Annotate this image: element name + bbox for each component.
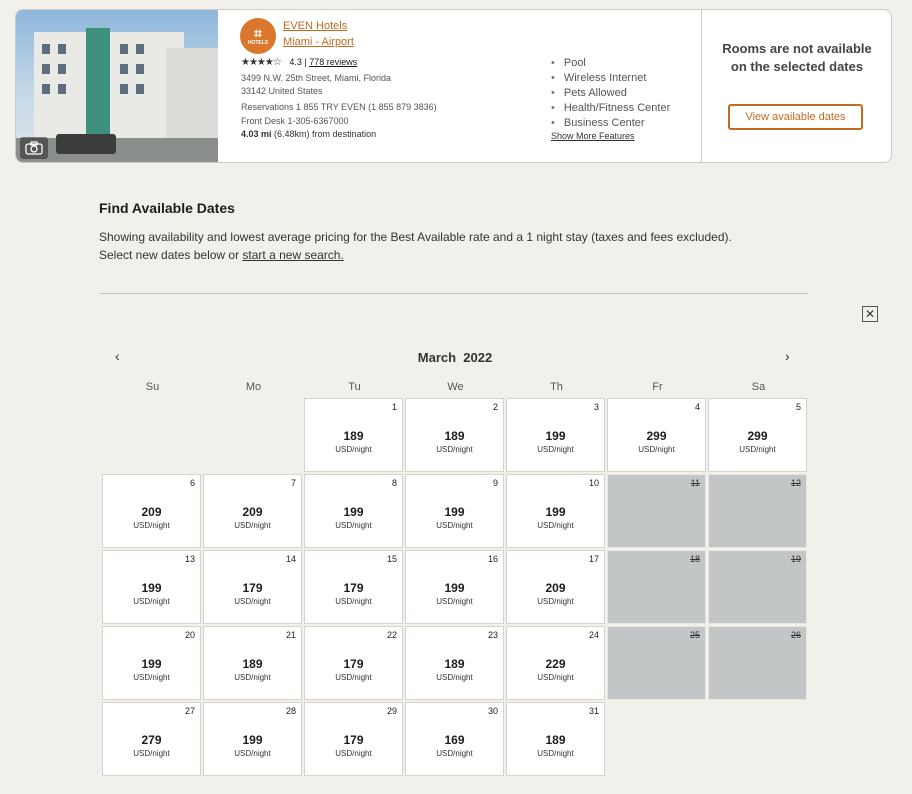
feature-item: • Pets Allowed xyxy=(551,86,670,101)
month-label xyxy=(380,350,530,365)
description-line-1: Showing availability and lowest average pricing for the Best Available rate and a 1 night stay (taxes and fees excluded). xyxy=(99,230,732,244)
find-dates-description xyxy=(99,228,732,264)
description-line-2: Select new dates below or xyxy=(99,248,243,262)
camera-icon[interactable] xyxy=(20,137,48,159)
day-number: 2 xyxy=(492,402,498,412)
day-number: 24 xyxy=(588,630,599,640)
price-unit: USD/night xyxy=(335,445,372,454)
calendar-day[interactable] xyxy=(203,702,302,776)
calendar-day[interactable] xyxy=(506,474,605,548)
price-unit: USD/night xyxy=(335,597,372,606)
view-available-dates-button[interactable]: View available dates xyxy=(728,104,863,130)
day-price: 179 xyxy=(343,581,364,595)
feature-list xyxy=(551,56,670,131)
day-number: 14 xyxy=(285,554,296,564)
calendar-day[interactable] xyxy=(506,626,605,700)
day-number: 5 xyxy=(795,402,801,412)
day-price: 199 xyxy=(444,581,465,595)
price-unit: USD/night xyxy=(537,749,574,758)
start-new-search-link[interactable]: start a new search. xyxy=(242,248,344,262)
day-number: 13 xyxy=(184,554,195,564)
calendar-day[interactable] xyxy=(102,626,201,700)
price-unit: USD/night xyxy=(335,521,372,530)
price-unit: USD/night xyxy=(436,445,473,454)
calendar-day xyxy=(708,626,807,700)
day-number: 20 xyxy=(184,630,195,640)
calendar-day[interactable] xyxy=(506,550,605,624)
day-price: 279 xyxy=(141,733,162,747)
day-price: 199 xyxy=(141,657,162,671)
day-price: 199 xyxy=(444,505,465,519)
calendar-day[interactable] xyxy=(405,702,504,776)
day-number: 18 xyxy=(689,554,700,564)
calendar-day xyxy=(607,474,706,548)
day-price: 179 xyxy=(242,581,263,595)
card-divider xyxy=(701,10,702,162)
calendar-day xyxy=(607,626,706,700)
day-price: 199 xyxy=(545,505,566,519)
day-number: 4 xyxy=(694,402,700,412)
price-unit: USD/night xyxy=(436,597,473,606)
day-price: 199 xyxy=(242,733,263,747)
price-unit: USD/night xyxy=(133,749,170,758)
calendar-day[interactable] xyxy=(405,474,504,548)
price-unit: USD/night xyxy=(234,673,271,682)
calendar-day[interactable] xyxy=(405,626,504,700)
day-price: 299 xyxy=(747,429,768,443)
price-unit: USD/night xyxy=(436,673,473,682)
calendar-day[interactable] xyxy=(506,398,605,472)
front-desk-phone: Front Desk 1-305-6367000 xyxy=(241,116,349,126)
calendar-day[interactable] xyxy=(203,474,302,548)
calendar-day[interactable] xyxy=(203,626,302,700)
hotel-address xyxy=(241,72,391,98)
reviews-link[interactable]: 778 reviews xyxy=(309,57,358,67)
day-price: 209 xyxy=(545,581,566,595)
calendar-day xyxy=(607,550,706,624)
day-number: 7 xyxy=(290,478,296,488)
calendar-day[interactable] xyxy=(708,398,807,472)
feature-item: • Health/Fitness Center xyxy=(551,101,670,116)
price-unit: USD/night xyxy=(234,749,271,758)
weekday-mo: Mo xyxy=(245,381,262,393)
price-unit: USD/night xyxy=(335,749,372,758)
price-unit: USD/night xyxy=(335,673,372,682)
reservations-phone: Reservations 1 855 TRY EVEN (1 855 879 3836) xyxy=(241,102,437,112)
weekday-sa: Sa xyxy=(751,381,766,393)
price-unit: USD/night xyxy=(436,749,473,758)
address-line-2: 33142 United States xyxy=(241,86,323,96)
calendar-day[interactable] xyxy=(405,550,504,624)
star-rating-icon: ★★★★☆ xyxy=(241,57,281,68)
calendar-day[interactable] xyxy=(304,474,403,548)
feature-item: • Pool xyxy=(551,56,670,71)
price-unit: USD/night xyxy=(133,597,170,606)
hotel-location[interactable]: Miami - Airport xyxy=(283,36,354,48)
feature-item: • Business Center xyxy=(551,116,670,131)
hotel-name-link[interactable] xyxy=(283,18,354,50)
day-price: 209 xyxy=(141,505,162,519)
day-number: 1 xyxy=(391,402,397,412)
calendar-day xyxy=(708,550,807,624)
day-price: 199 xyxy=(545,429,566,443)
year-name: 2022 xyxy=(463,350,493,365)
next-month-icon[interactable]: › xyxy=(785,348,790,364)
day-number: 31 xyxy=(588,706,599,716)
weekday-tu: Tu xyxy=(348,381,361,393)
show-more-features-link[interactable]: Show More Features xyxy=(551,131,635,141)
day-price: 169 xyxy=(444,733,465,747)
calendar-day[interactable] xyxy=(506,702,605,776)
weekday-th: Th xyxy=(550,381,563,393)
day-number: 10 xyxy=(588,478,599,488)
day-number: 25 xyxy=(689,630,700,640)
day-number: 23 xyxy=(487,630,498,640)
hotel-brand[interactable]: EVEN Hotels xyxy=(283,20,348,32)
find-dates-title: Find Available Dates xyxy=(99,200,235,216)
day-number: 16 xyxy=(487,554,498,564)
day-price: 209 xyxy=(242,505,263,519)
hotel-contact xyxy=(241,100,437,128)
day-number: 11 xyxy=(690,478,700,488)
prev-month-icon[interactable]: ‹ xyxy=(115,348,120,364)
price-unit: USD/night xyxy=(537,445,574,454)
calendar-day[interactable] xyxy=(102,474,201,548)
day-price: 189 xyxy=(242,657,263,671)
price-unit: USD/night xyxy=(638,445,675,454)
calendar-day xyxy=(708,474,807,548)
price-unit: USD/night xyxy=(537,673,574,682)
calendar-day[interactable] xyxy=(102,702,201,776)
day-price: 179 xyxy=(343,733,364,747)
section-divider xyxy=(99,293,808,294)
calendar-day[interactable] xyxy=(304,626,403,700)
calendar-day[interactable] xyxy=(304,398,403,472)
day-price: 199 xyxy=(141,581,162,595)
hotel-photo[interactable] xyxy=(16,10,218,162)
calendar-day[interactable] xyxy=(304,702,403,776)
distance xyxy=(241,129,376,139)
calendar-day[interactable] xyxy=(304,550,403,624)
price-unit: USD/night xyxy=(133,521,170,530)
rating-value: 4.3 xyxy=(289,57,302,67)
day-price: 299 xyxy=(646,429,667,443)
price-unit: USD/night xyxy=(234,597,271,606)
distance-text: (6.48km) from destination xyxy=(274,129,377,139)
day-number: 21 xyxy=(285,630,296,640)
rating-row: ★★★★☆ 4.3 | 778 reviews xyxy=(241,57,358,68)
feature-item: • Wireless Internet xyxy=(551,71,670,86)
day-price: 179 xyxy=(343,657,364,671)
price-unit: USD/night xyxy=(537,597,574,606)
day-number: 17 xyxy=(588,554,599,564)
calendar-day[interactable] xyxy=(102,550,201,624)
day-number: 22 xyxy=(386,630,397,640)
day-price: 199 xyxy=(343,505,364,519)
unavailable-message: Rooms are not available on the selected dates xyxy=(722,41,872,74)
day-price: 229 xyxy=(545,657,566,671)
day-number: 6 xyxy=(189,478,195,488)
price-unit: USD/night xyxy=(436,521,473,530)
price-unit: USD/night xyxy=(234,521,271,530)
price-unit: USD/night xyxy=(537,521,574,530)
day-price: 189 xyxy=(545,733,566,747)
price-unit: USD/night xyxy=(739,445,776,454)
weekday-we: We xyxy=(447,381,464,393)
price-unit: USD/night xyxy=(133,673,170,682)
day-number: 26 xyxy=(790,630,801,640)
hotel-card xyxy=(15,9,892,163)
day-number: 12 xyxy=(790,478,801,488)
day-number: 30 xyxy=(487,706,498,716)
weekday-su: Su xyxy=(145,381,160,393)
brand-logo: ⌗ HOTELS xyxy=(240,18,276,54)
day-number: 29 xyxy=(386,706,397,716)
day-number: 15 xyxy=(386,554,397,564)
day-number: 9 xyxy=(492,478,498,488)
calendar-day[interactable] xyxy=(203,550,302,624)
day-price: 189 xyxy=(343,429,364,443)
day-number: 19 xyxy=(790,554,801,564)
month-name: March xyxy=(417,350,457,365)
calendar-day[interactable] xyxy=(607,398,706,472)
distance-value: 4.03 mi xyxy=(241,129,272,139)
day-number: 27 xyxy=(184,706,195,716)
day-price: 189 xyxy=(444,429,465,443)
address-line-1: 3499 N.W. 25th Street, Miami, Florida xyxy=(241,73,392,83)
day-price: 189 xyxy=(444,657,465,671)
day-number: 3 xyxy=(593,402,599,412)
calendar-day[interactable] xyxy=(405,398,504,472)
weekday-fr: Fr xyxy=(652,381,663,393)
day-number: 28 xyxy=(285,706,296,716)
close-icon[interactable]: ✕ xyxy=(862,306,878,322)
day-number: 8 xyxy=(391,478,397,488)
